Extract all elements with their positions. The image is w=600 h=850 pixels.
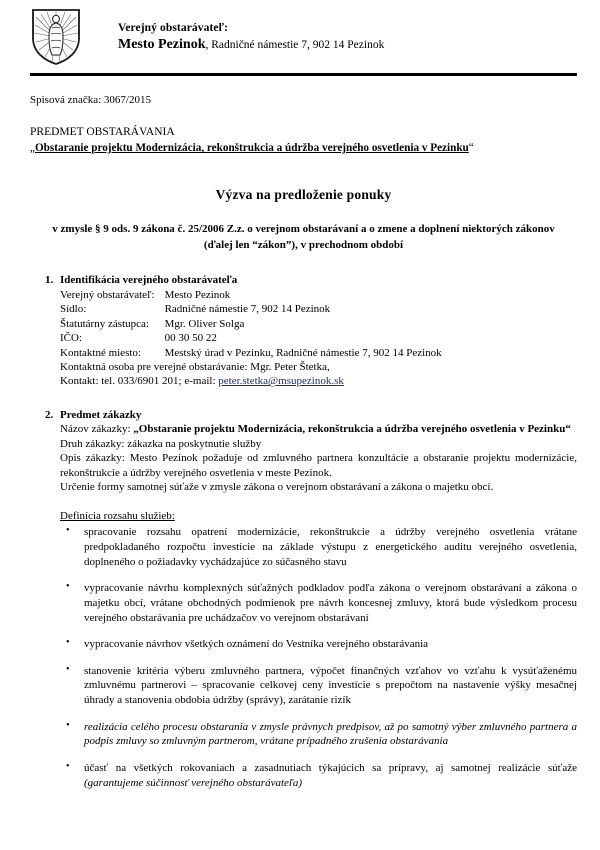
file-reference: Spisová značka: 3067/2015	[30, 94, 151, 106]
scope-heading: Definícia rozsahu služieb:	[60, 510, 175, 523]
subject-title-line	[30, 141, 577, 156]
quote-open: „	[30, 142, 35, 155]
table-row	[60, 288, 442, 303]
coat-of-arms-icon	[30, 8, 82, 66]
row-value: Mesto Pezinok	[164, 288, 231, 301]
section-number: 1.	[45, 274, 54, 287]
list-item-italic-tail: (garantujeme súčinnosť verejného obstarávateľa)	[84, 776, 303, 789]
authority-city: Mesto Pezinok	[118, 36, 206, 52]
page-title: Výzva na predloženie ponuky	[215, 186, 392, 202]
letterhead-text	[118, 21, 384, 54]
contact-line	[60, 374, 577, 388]
contract-name-label: Názov zákazky:	[60, 422, 134, 435]
list-item: • stanovenie kritéria výberu zmluvného partnera, výpočet finančných vzťahov vo vzťahu k vysúťaženému zmluvnému partnerovi – spracovanie celkovej ceny investície s prepočtom na nastavenie výšky mesačnej úhrady a stanovenia obdobia údržby (správy), zarátanie rizík	[60, 664, 577, 708]
contract-form-line: Určenie formy samotnej súťaže v zmysle zákona o verejnom obstarávaní a zákona o majetku obcí.	[60, 481, 494, 494]
contract-description: Opis zákazky: Mesto Pezinok požaduje od zmluvného partnera konzultácie a obstaranie projektu modernizácie, rekonštrukcie a údržby verejného osvetlenia v meste Pezinok.	[60, 452, 577, 479]
list-item: • vypracovanie návrhu komplexných súťažných podkladov podľa zákona o verejnom obstarávaní a zákona o majetku obcí, vrátane obchodných podmienok pre návrh koncesnej zmluvy, ktorá bude výsledkom procesu verejného obstarávania pre uchádzačov vo verejnom obstarávaní	[60, 581, 577, 625]
contact-email-link[interactable]: peter.stetka@msupezinok.sk	[218, 375, 344, 388]
scope-bullet-list	[60, 525, 577, 790]
list-item-text: účasť na všetkých rokovaniach a zasadnutiach týkajúcich sa prípravy, aj samotnej realizácie súťaže	[84, 761, 577, 774]
letterhead	[0, 0, 600, 66]
row-value: Mgr. Oliver Solga	[164, 317, 245, 330]
section-number: 2.	[45, 408, 54, 421]
list-item: • realizácia celého procesu obstarania v zmysle právnych predpisov, až po samotný výber zmluvného partnera a podpis zmluvy so zmluvným partnerom, vrátane prípadného zrušenia obstarávania	[60, 720, 577, 749]
row-label: Sídlo:	[60, 303, 87, 316]
contract-name-value: „Obstaranie projektu Modernizácia, rekonštrukcia a údržba verejného osvetlenia v Pezinku“	[133, 422, 571, 435]
authority-label: Verejný obstarávateľ:	[118, 21, 229, 34]
list-item: • spracovanie rozsahu opatrení modernizácie, rekonštrukcie a údržby verejného osvetlenia vrátane predpokladaného rozpočtu investície na základe výstupu z energetického auditu verejného osvetlenia, doplneného o požiadavky vychádzajúce zo súčasného stavu	[60, 525, 577, 569]
authority-address-line	[118, 36, 384, 54]
list-item: • vypracovanie návrhov všetkých oznámení do Vestníka verejného obstarávania	[60, 637, 577, 652]
row-label: Štatutárny zástupca:	[60, 317, 149, 330]
row-value: Mestský úrad v Pezinku, Radničné námestie 7, 902 14 Pezinok	[164, 346, 442, 359]
header-divider	[30, 73, 577, 76]
authority-address: , Radničné námestie 7, 902 14 Pezinok	[205, 38, 385, 51]
section-title: Identifikácia verejného obstarávateľa	[60, 274, 238, 287]
table-row	[60, 346, 442, 361]
contact-person-line: Kontaktná osoba pre verejné obstarávanie: Mgr. Peter Štetka,	[60, 361, 330, 374]
section-title: Predmet zákazky	[60, 408, 142, 421]
quote-close: “	[468, 142, 474, 155]
legal-basis: v zmysle § 9 ods. 9 zákona č. 25/2006 Z.z. o verejnom obstarávaní a o zmene a doplnení niektorých zákonov (ďalej len “zákon”), v prechodnom období	[52, 223, 555, 252]
subject-heading: PREDMET OBSTARÁVANIA	[30, 126, 175, 139]
contact-prefix: Kontakt: tel. 033/6901 201; e-mail:	[60, 375, 219, 388]
authority-details-table	[60, 288, 442, 361]
table-row	[60, 331, 442, 346]
subject-title: Obstaranie projektu Modernizácia, rekonštrukcia a údržba verejného osvetlenia v Pezinku	[34, 142, 469, 155]
contract-name-line	[60, 422, 577, 437]
table-row	[60, 302, 442, 317]
list-item	[60, 761, 577, 790]
row-label: Kontaktné miesto:	[60, 346, 141, 359]
contract-type-line: Druh zákazky: zákazka na poskytnutie služby	[60, 437, 262, 450]
document-body	[0, 93, 600, 790]
table-row	[60, 317, 442, 332]
row-label: Verejný obstarávateľ:	[60, 288, 155, 301]
section-subject-of-contract	[30, 408, 577, 790]
section-identification	[30, 273, 577, 388]
row-label: IČO:	[60, 332, 82, 345]
row-value: Radničné námestie 7, 902 14 Pezinok	[164, 303, 331, 316]
row-value: 00 30 50 22	[164, 332, 217, 345]
